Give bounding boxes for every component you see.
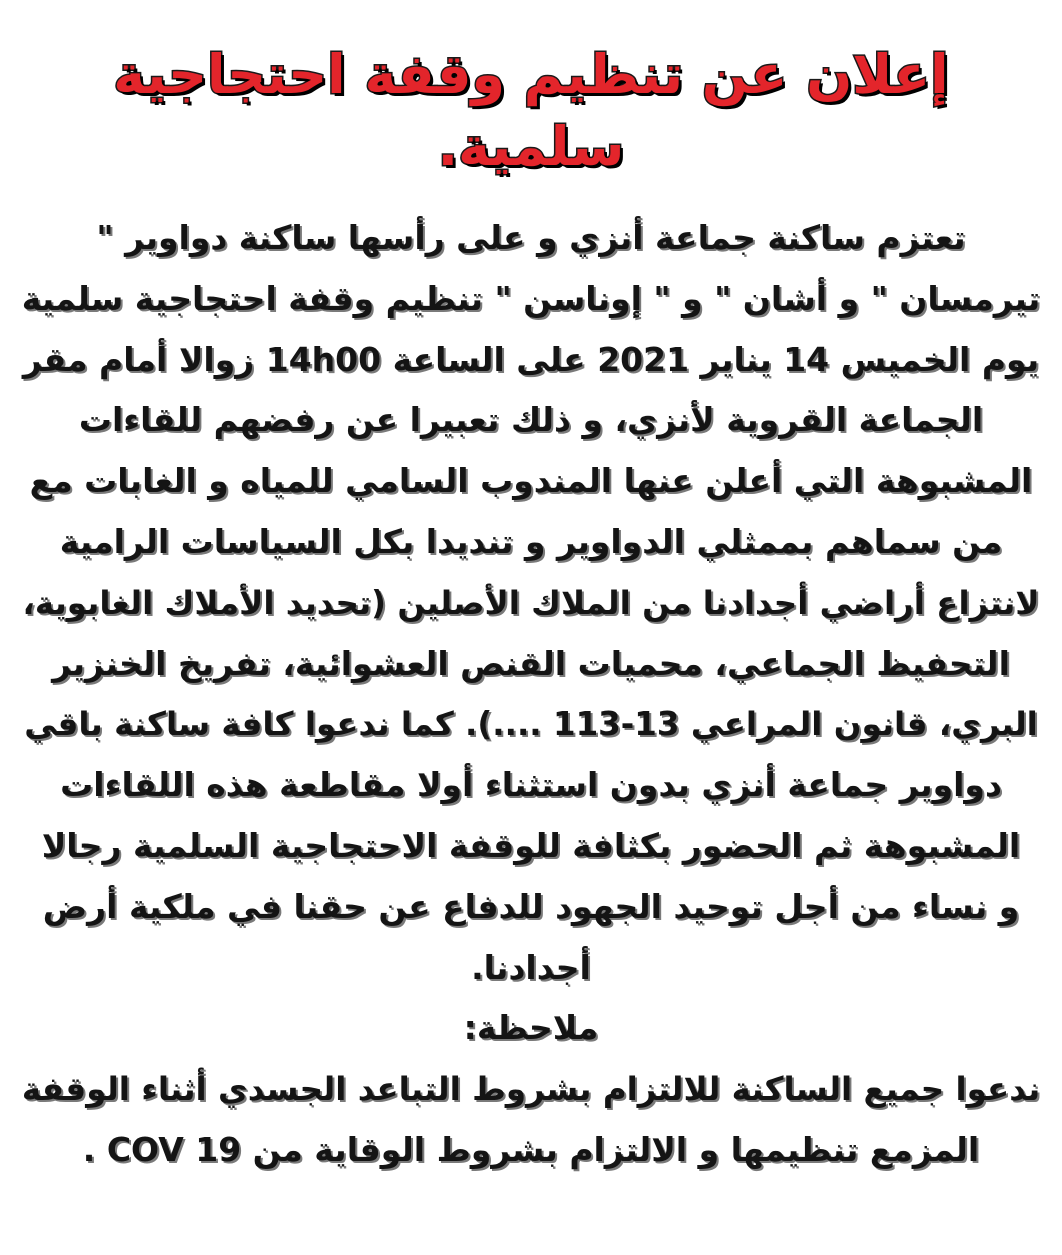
body-line: أجدادنا. (471, 947, 591, 987)
body-line: الجماعة القروية لأنزي، و ذلك تعبيرا عن رفضهم للقاءات (78, 400, 984, 440)
body-line: المشبوهة التي أعلن عنها المندوب السامي للمياه و الغابات مع (29, 461, 1033, 501)
body-line: و نساء من أجل توحيد الجهود للدفاع عن حقنا في ملكية أرض (42, 886, 1020, 926)
body-line: تيرمسان " و أشان " و " إوناسن " تنظيم وقفة احتجاجية سلمية (21, 278, 1041, 318)
body-line: لانتزاع أراضي أجدادنا من الملاك الأصلين (تحديد الأملاك الغابوية، (22, 583, 1040, 622)
body-line: التحفيظ الجماعي، محميات القنص العشوائية، تفريخ الخنزير (52, 643, 1010, 683)
title-line-2: سلمية. (437, 115, 625, 178)
note-line: المزمع تنظيمها و الالتزام بشروط الوقاية من 19 COV . (82, 1129, 980, 1169)
note-line: ندعوا جميع الساكنة للالتزام بشروط التباعد الجسدي أثناء الوقفة (21, 1070, 1041, 1109)
body-line: المشبوهة ثم الحضور بكثافة للوقفة الاحتجاجية السلمية رجالا (41, 825, 1021, 865)
body-line: من سماهم بممثلي الدواوير و تنديدا بكل السياسات الرامية (59, 521, 1003, 561)
body-line: يوم الخميس 14 يناير 2021 على الساعة 14h00 زوالا أمام مقر (22, 339, 1040, 379)
body-line: تعتزم ساكنة جماعة أنزي و على رأسها ساكنة دواوير " (96, 218, 966, 257)
body-line: دواوير جماعة أنزي بدون استثناء أولا مقاطعة هذه اللقاءات (60, 765, 1002, 805)
body-line: البري، قانون المراعي 13-113 ....). كما ندعوا كافة ساكنة باقي (24, 705, 1038, 744)
note-heading: ملاحظة: (463, 1008, 599, 1048)
announcement-body (20, 208, 1042, 1181)
title-line-1: إعلان عن تنظيم وقفة احتجاجية (113, 43, 949, 106)
